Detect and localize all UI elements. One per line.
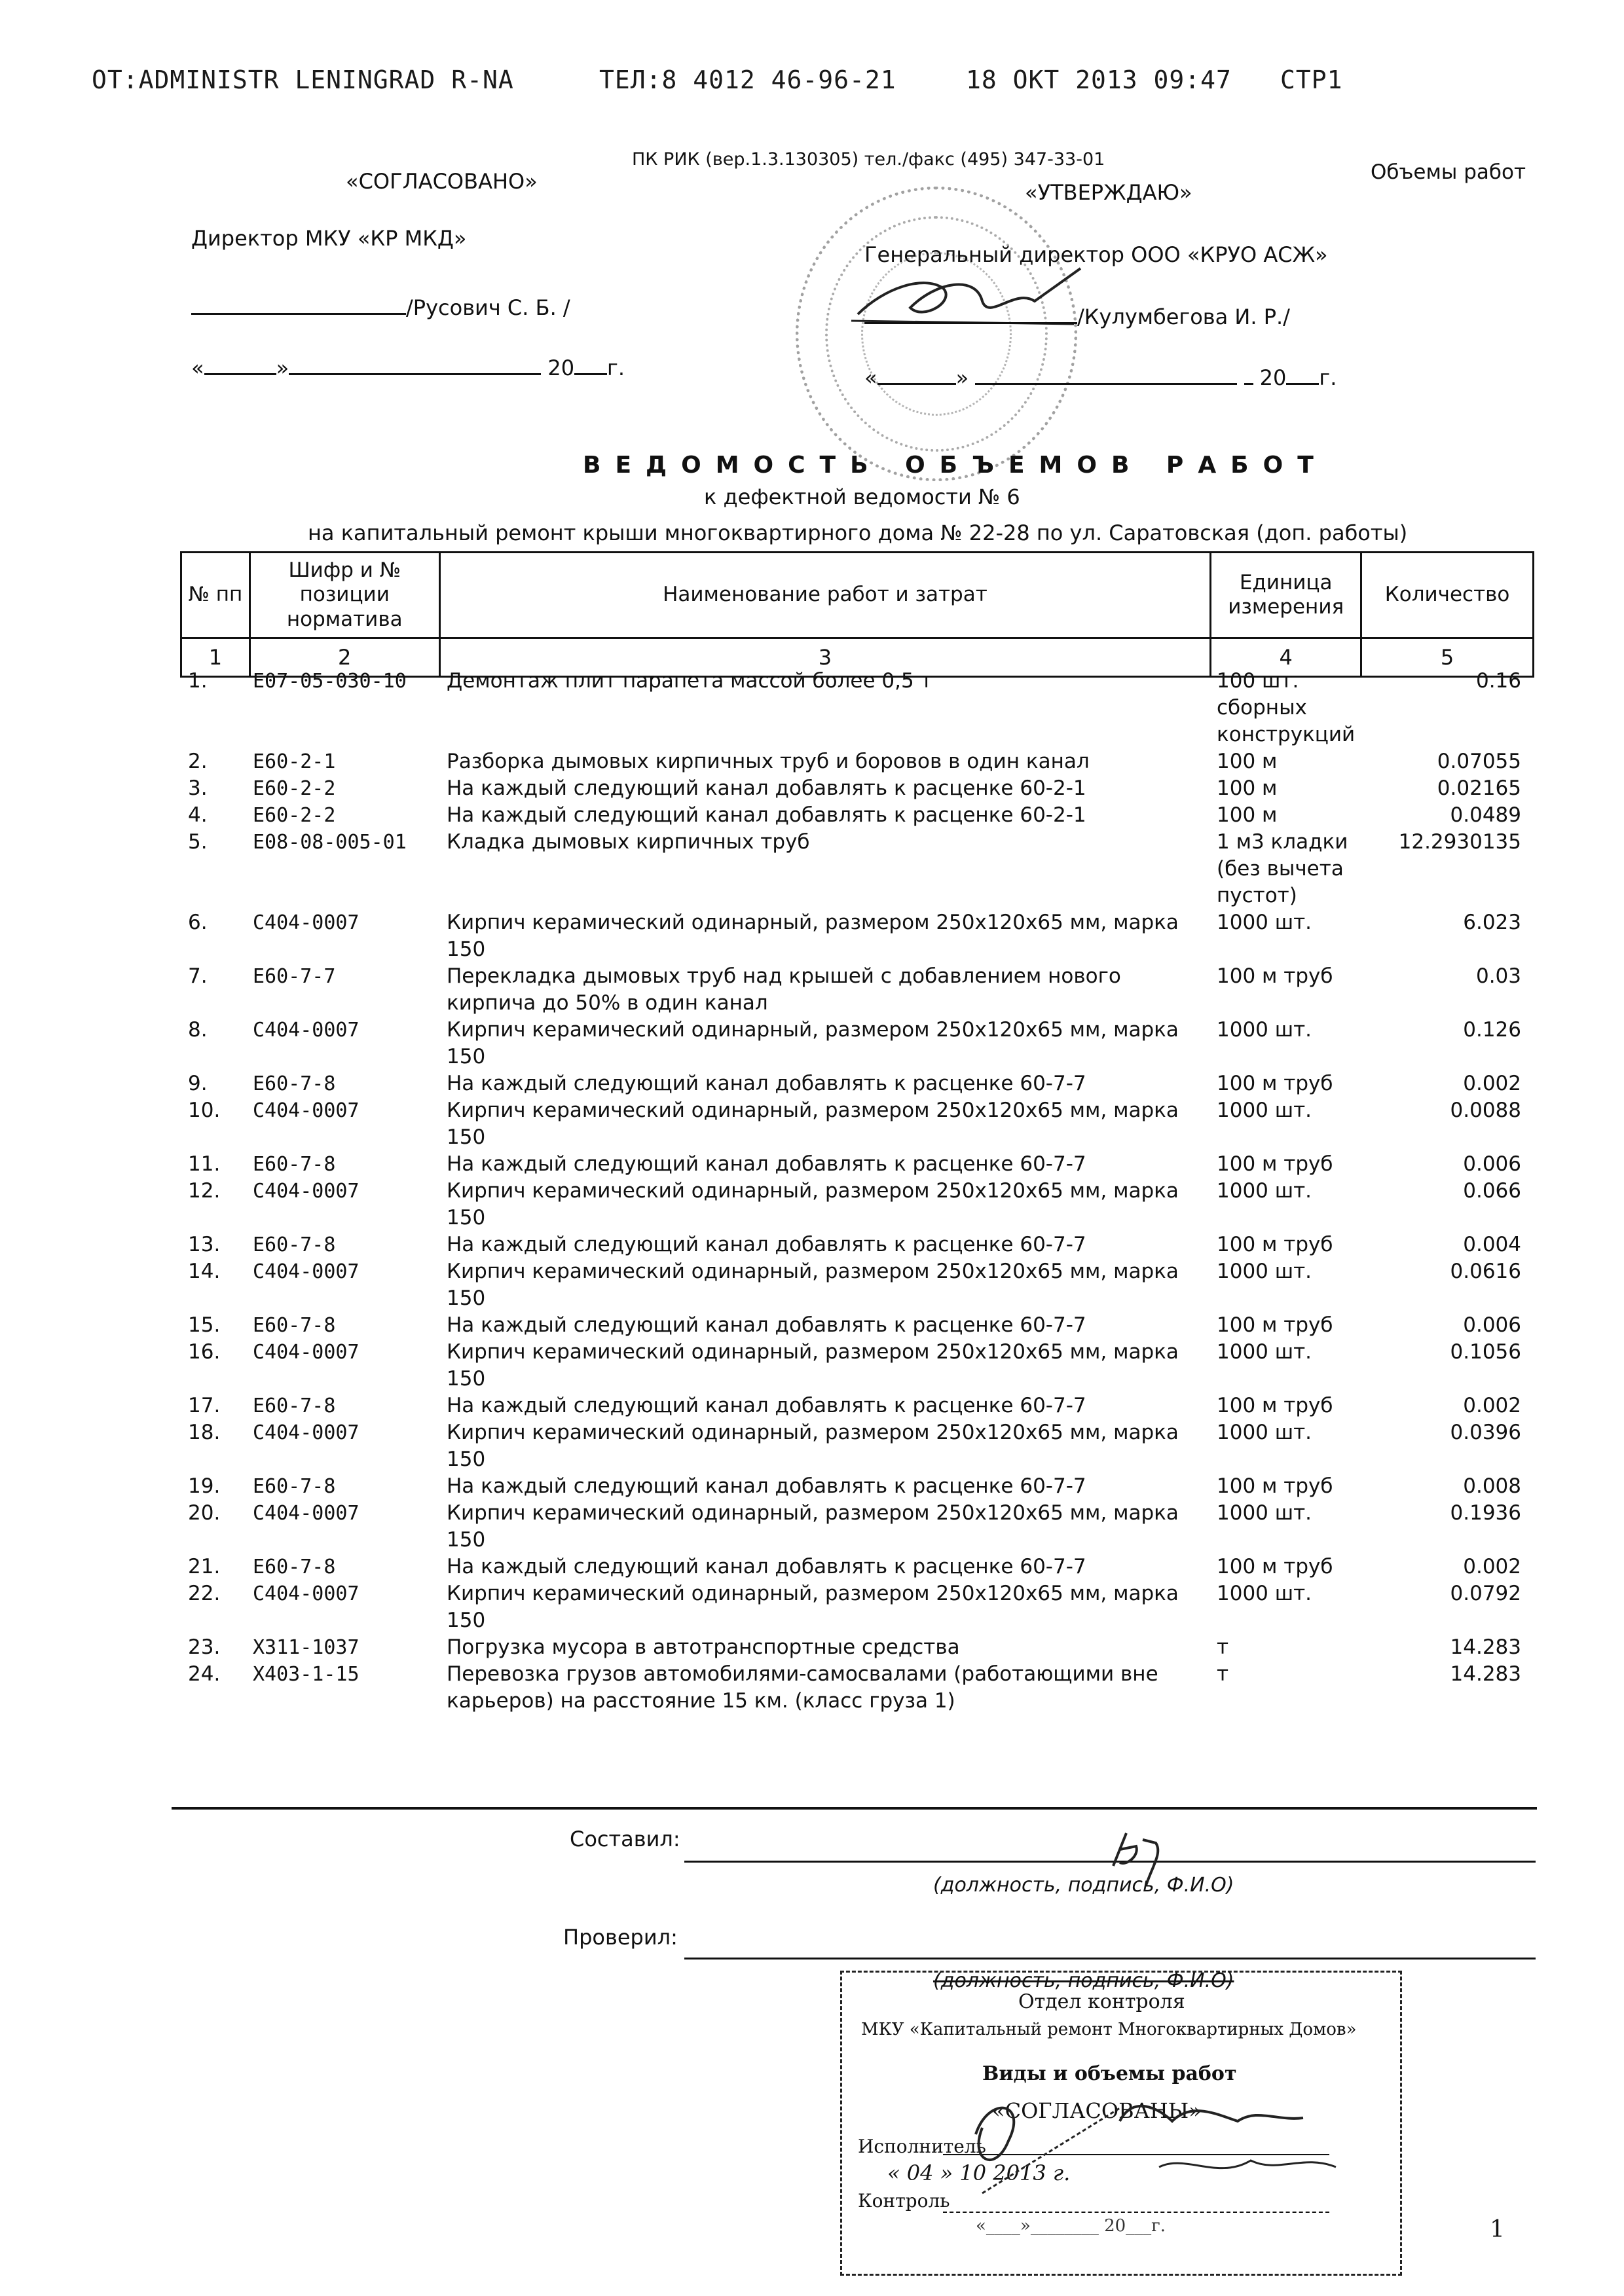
row-code: C404-0007 bbox=[253, 911, 360, 934]
row-quantity: 0.0396 bbox=[1450, 1421, 1521, 1444]
month-blank bbox=[289, 354, 541, 375]
document-object: на капитальный ремонт крыши многоквартирного дома № 22-28 по ул. Саратовская (доп. работы) bbox=[308, 520, 1408, 545]
table-row bbox=[180, 1554, 1534, 1580]
corner-label: Объемы работ bbox=[1371, 160, 1526, 184]
row-number: 10. bbox=[188, 1099, 221, 1122]
row-quantity: 0.16 bbox=[1475, 669, 1521, 693]
row-number: 23. bbox=[188, 1635, 221, 1659]
table-row bbox=[180, 1231, 1534, 1258]
approval-left-name: /Русович С. Б. / bbox=[406, 295, 570, 320]
row-code: C404-0007 bbox=[253, 1019, 360, 1042]
round-seal-stamp bbox=[796, 187, 1077, 481]
document-title: ВЕДОМОСТЬ ОБЪЕМОВ РАБОТ bbox=[583, 452, 1328, 479]
row-quantity: 0.008 bbox=[1463, 1474, 1521, 1498]
row-quantity: 0.002 bbox=[1463, 1555, 1521, 1578]
row-code: E08-08-005-01 bbox=[253, 831, 407, 854]
row-name: На каждый следующий канал добавлять к расценке 60-7-7 bbox=[447, 1072, 1086, 1095]
row-unit: 100 шт. сборных конструкций bbox=[1217, 669, 1356, 746]
control-org: МКУ «Капитальный ремонт Многоквартирных Домов» bbox=[861, 2020, 1357, 2039]
row-quantity: 0.1936 bbox=[1450, 1501, 1521, 1525]
row-quantity: 12.2930135 bbox=[1398, 830, 1521, 854]
quote-close: » bbox=[955, 365, 969, 390]
row-code: E60-7-8 bbox=[253, 1072, 336, 1095]
row-unit: 100 м bbox=[1217, 750, 1278, 773]
software-line: ПК РИК (вер.1.3.130305) тел./факс (495) 347-33-01 bbox=[632, 149, 1105, 170]
table-row bbox=[180, 963, 1534, 1017]
control-date: «____»________ 20___г. bbox=[976, 2216, 1166, 2236]
document-subtitle: к дефектной ведомости № 6 bbox=[704, 484, 1020, 509]
row-quantity: 0.0616 bbox=[1450, 1260, 1521, 1283]
quote-open: « bbox=[191, 355, 204, 380]
table-row bbox=[180, 748, 1534, 775]
signature-blank bbox=[191, 293, 406, 315]
row-unit: 1000 шт. bbox=[1217, 911, 1312, 934]
table-row bbox=[180, 1419, 1534, 1473]
row-quantity: 0.006 bbox=[1463, 1152, 1521, 1176]
row-number: 20. bbox=[188, 1501, 221, 1525]
row-unit: 100 м труб bbox=[1217, 1152, 1333, 1176]
approval-left-position: Директор МКУ «КР МКД» bbox=[191, 226, 467, 251]
header-quantity: Количество bbox=[1361, 553, 1534, 638]
row-number: 9. bbox=[188, 1072, 208, 1095]
row-unit: 100 м труб bbox=[1217, 1233, 1333, 1256]
row-code: E07-05-030-10 bbox=[253, 670, 407, 693]
table-row bbox=[180, 1312, 1534, 1339]
row-unit: 1000 шт. bbox=[1217, 1179, 1312, 1203]
row-unit: 100 м bbox=[1217, 803, 1278, 827]
row-unit: 1000 шт. bbox=[1217, 1582, 1312, 1605]
control-label: Контроль bbox=[858, 2190, 950, 2212]
row-quantity: 0.07055 bbox=[1437, 750, 1521, 773]
row-unit: 100 м bbox=[1217, 776, 1278, 800]
year-prefix: 20 bbox=[1259, 365, 1287, 390]
control-stamp-signatures bbox=[910, 2082, 1369, 2219]
row-code: E60-7-8 bbox=[253, 1153, 336, 1176]
control-signature-line bbox=[943, 2212, 1329, 2213]
row-code: X403-1-15 bbox=[253, 1663, 360, 1686]
row-name: Демонтаж плит парапета массой более 0,5 т bbox=[447, 669, 932, 693]
fax-datetime: 18 OKT 2013 09:47 bbox=[966, 65, 1232, 94]
row-number: 19. bbox=[188, 1474, 221, 1498]
row-code: E60-2-2 bbox=[253, 777, 336, 800]
row-code: E60-7-7 bbox=[253, 965, 336, 988]
row-code: X311-1037 bbox=[253, 1636, 360, 1659]
row-quantity: 14.283 bbox=[1450, 1662, 1521, 1686]
row-code: E60-7-8 bbox=[253, 1314, 336, 1337]
row-unit: 100 м труб bbox=[1217, 964, 1333, 988]
signature-blank bbox=[864, 302, 1077, 324]
row-number: 12. bbox=[188, 1179, 221, 1203]
table-body bbox=[180, 668, 1534, 1715]
row-name: Разборка дымовых кирпичных труб и боровов в один канал bbox=[447, 750, 1090, 773]
row-name: Кладка дымовых кирпичных труб bbox=[447, 830, 810, 854]
approval-right-date bbox=[864, 363, 1337, 390]
row-number: 14. bbox=[188, 1260, 221, 1283]
header-col-index: 1 bbox=[181, 638, 250, 677]
table-row bbox=[180, 775, 1534, 802]
row-unit: 1000 шт. bbox=[1217, 1501, 1312, 1525]
year-blank bbox=[574, 354, 607, 375]
row-name: На каждый следующий канал добавлять к расценке 60-2-1 bbox=[447, 776, 1086, 800]
header-col-index: 5 bbox=[1361, 638, 1534, 677]
compiled-label: Составил: bbox=[570, 1827, 680, 1851]
header-unit: Единица измерения bbox=[1211, 553, 1361, 638]
approval-right-name: /Кулумбегова И. Р./ bbox=[1077, 304, 1290, 329]
row-name: На каждый следующий канал добавлять к расценке 60-7-7 bbox=[447, 1474, 1086, 1498]
row-code: E60-7-8 bbox=[253, 1556, 336, 1578]
row-number: 1. bbox=[188, 669, 208, 693]
row-number: 11. bbox=[188, 1152, 221, 1176]
row-unit: 1000 шт. bbox=[1217, 1018, 1312, 1042]
row-quantity: 0.006 bbox=[1463, 1313, 1521, 1337]
row-number: 4. bbox=[188, 803, 208, 827]
row-number: 6. bbox=[188, 911, 208, 934]
row-name: Кирпич керамический одинарный, размером 250x120x65 мм, марка 150 bbox=[447, 1099, 1179, 1149]
row-name: Кирпич керамический одинарный, размером 250x120x65 мм, марка 150 bbox=[447, 1421, 1179, 1471]
row-number: 22. bbox=[188, 1582, 221, 1605]
row-unit: 100 м труб bbox=[1217, 1555, 1333, 1578]
row-quantity: 0.004 bbox=[1463, 1233, 1521, 1256]
row-name: Кирпич керамический одинарный, размером 250x120x65 мм, марка 150 bbox=[447, 1582, 1179, 1632]
row-name: На каждый следующий канал добавлять к расценке 60-7-7 bbox=[447, 1394, 1086, 1417]
row-number: 15. bbox=[188, 1313, 221, 1337]
row-unit: т bbox=[1217, 1635, 1229, 1659]
header-col-index: 3 bbox=[439, 638, 1211, 677]
control-line1: Виды и объемы работ bbox=[982, 2062, 1237, 2085]
row-number: 16. bbox=[188, 1340, 221, 1364]
row-unit: 100 м труб bbox=[1217, 1072, 1333, 1095]
row-unit: т bbox=[1217, 1662, 1229, 1686]
row-quantity: 0.1056 bbox=[1450, 1340, 1521, 1364]
row-unit: 1000 шт. bbox=[1217, 1421, 1312, 1444]
row-quantity: 0.02165 bbox=[1437, 776, 1521, 800]
month-blank bbox=[975, 363, 1237, 385]
row-quantity: 6.023 bbox=[1463, 911, 1521, 934]
row-code: E60-7-8 bbox=[253, 1394, 336, 1417]
row-name: Кирпич керамический одинарный, размером 250x120x65 мм, марка 150 bbox=[447, 1501, 1179, 1552]
row-unit: 1000 шт. bbox=[1217, 1260, 1312, 1283]
row-quantity: 0.066 bbox=[1463, 1179, 1521, 1203]
row-number: 2. bbox=[188, 750, 208, 773]
row-unit: 1000 шт. bbox=[1217, 1099, 1312, 1122]
checked-label: Проверил: bbox=[563, 1925, 678, 1950]
table-row bbox=[180, 1258, 1534, 1312]
row-name: На каждый следующий канал добавлять к расценке 60-7-7 bbox=[447, 1152, 1086, 1176]
compiled-hint: (должность, подпись, Ф.И.О) bbox=[933, 1874, 1234, 1897]
row-number: 24. bbox=[188, 1662, 221, 1686]
row-name: Кирпич керамический одинарный, размером 250x120x65 мм, марка 150 bbox=[447, 1260, 1179, 1310]
row-number: 8. bbox=[188, 1018, 208, 1042]
year-suffix: г. bbox=[1319, 365, 1337, 390]
year-suffix: г. bbox=[607, 355, 625, 380]
row-quantity: 0.126 bbox=[1463, 1018, 1521, 1042]
row-name: На каждый следующий канал добавлять к расценке 60-7-7 bbox=[447, 1555, 1086, 1578]
row-number: 5. bbox=[188, 830, 208, 854]
row-quantity: 14.283 bbox=[1450, 1635, 1521, 1659]
table-header bbox=[180, 551, 1534, 678]
dash-blank bbox=[1244, 363, 1253, 385]
executor-label: Исполнитель bbox=[858, 2136, 986, 2157]
control-line2: «СОГЛАСОВАНЫ» bbox=[992, 2098, 1202, 2123]
table-row bbox=[180, 1500, 1534, 1554]
table-row bbox=[180, 1178, 1534, 1231]
table-row bbox=[180, 1661, 1534, 1715]
fax-page: СТР1 bbox=[1280, 65, 1343, 94]
checked-signature-line bbox=[684, 1958, 1536, 1959]
table-row bbox=[180, 1634, 1534, 1661]
row-code: C404-0007 bbox=[253, 1099, 360, 1122]
row-quantity: 0.0088 bbox=[1450, 1099, 1521, 1122]
year-prefix: 20 bbox=[547, 355, 575, 380]
row-unit: 100 м труб bbox=[1217, 1474, 1333, 1498]
header-number: № пп bbox=[181, 553, 250, 638]
row-unit: 1 м3 кладки (без вычета пустот) bbox=[1217, 830, 1348, 907]
row-name: На каждый следующий канал добавлять к расценке 60-7-7 bbox=[447, 1233, 1086, 1256]
row-name: Кирпич керамический одинарный, размером 250x120x65 мм, марка 150 bbox=[447, 1018, 1179, 1068]
row-quantity: 0.0489 bbox=[1450, 803, 1521, 827]
row-name: На каждый следующий канал добавлять к расценке 60-7-7 bbox=[447, 1313, 1086, 1337]
row-name: Кирпич керамический одинарный, размером 250x120x65 мм, марка 150 bbox=[447, 1340, 1179, 1391]
row-quantity: 0.03 bbox=[1475, 964, 1521, 988]
table-row bbox=[180, 802, 1534, 829]
table-row bbox=[180, 668, 1534, 748]
table-row bbox=[180, 1070, 1534, 1097]
row-code: C404-0007 bbox=[253, 1582, 360, 1605]
checked-hint: (должность, подпись, Ф.И.О) bbox=[933, 1969, 1234, 1992]
row-quantity: 0.0792 bbox=[1450, 1582, 1521, 1605]
approval-right-signature-line bbox=[864, 302, 1290, 329]
row-number: 3. bbox=[188, 776, 208, 800]
row-quantity: 0.002 bbox=[1463, 1394, 1521, 1417]
row-name: Кирпич керамический одинарный, размером 250x120x65 мм, марка 150 bbox=[447, 1179, 1179, 1230]
row-code: E60-7-8 bbox=[253, 1233, 336, 1256]
quote-open: « bbox=[864, 365, 877, 390]
approval-left-title: «СОГЛАСОВАНО» bbox=[346, 169, 538, 194]
day-blank bbox=[877, 363, 956, 385]
page-number: 1 bbox=[1490, 2216, 1505, 2243]
row-code: C404-0007 bbox=[253, 1421, 360, 1444]
executor-date: « 04 » 10 2013 г. bbox=[887, 2160, 1071, 2185]
day-blank bbox=[204, 354, 276, 375]
approval-left-date bbox=[191, 354, 625, 380]
table-row bbox=[180, 1097, 1534, 1151]
header-col-index: 4 bbox=[1211, 638, 1361, 677]
row-number: 13. bbox=[188, 1233, 221, 1256]
year-blank bbox=[1286, 363, 1319, 385]
row-name: Перевозка грузов автомобилями-самосвалами (работающими вне карьеров) на расстояние 15 км. (класс груза 1) bbox=[447, 1662, 1158, 1713]
row-number: 17. bbox=[188, 1394, 221, 1417]
row-code: C404-0007 bbox=[253, 1341, 360, 1364]
row-unit: 100 м труб bbox=[1217, 1394, 1333, 1417]
header-col-index: 2 bbox=[249, 638, 439, 677]
row-unit: 100 м труб bbox=[1217, 1313, 1333, 1337]
row-code: E60-2-2 bbox=[253, 804, 336, 827]
table-row bbox=[180, 1473, 1534, 1500]
table-row bbox=[180, 1580, 1534, 1634]
table-bottom-rule bbox=[172, 1807, 1537, 1810]
row-name: Кирпич керамический одинарный, размером 250x120x65 мм, марка 150 bbox=[447, 911, 1179, 961]
table-row bbox=[180, 1339, 1534, 1393]
approval-right-title: «УТВЕРЖДАЮ» bbox=[1025, 180, 1192, 205]
quote-close: » bbox=[276, 355, 289, 380]
row-quantity: 0.002 bbox=[1463, 1072, 1521, 1095]
row-code: C404-0007 bbox=[253, 1180, 360, 1203]
fax-phone: ТЕЛ:8 4012 46-96-21 bbox=[599, 65, 896, 94]
row-name: На каждый следующий канал добавлять к расценке 60-2-1 bbox=[447, 803, 1086, 827]
fax-sender: OT:ADMINISTR LENINGRAD R-NA bbox=[92, 65, 514, 94]
row-number: 18. bbox=[188, 1421, 221, 1444]
row-code: C404-0007 bbox=[253, 1502, 360, 1525]
table-row bbox=[180, 909, 1534, 963]
approval-right-position: Генеральный директор ООО «КРУО АСЖ» bbox=[864, 242, 1328, 267]
table-row bbox=[180, 1017, 1534, 1070]
row-name: Перекладка дымовых труб над крышей с добавлением нового кирпича до 50% в один канал bbox=[447, 964, 1121, 1015]
table-row bbox=[180, 829, 1534, 909]
approval-left-signature-line bbox=[191, 293, 570, 320]
row-name: Погрузка мусора в автотранспортные средства bbox=[447, 1635, 960, 1659]
control-dept: Отдел контроля bbox=[1018, 1990, 1185, 2013]
header-name: Наименование работ и затрат bbox=[439, 553, 1211, 638]
row-unit: 1000 шт. bbox=[1217, 1340, 1312, 1364]
table-row bbox=[180, 1393, 1534, 1419]
row-number: 7. bbox=[188, 964, 208, 988]
row-code: E60-7-8 bbox=[253, 1475, 336, 1498]
row-code: E60-2-1 bbox=[253, 750, 336, 773]
header-code: Шифр и № позиции норматива bbox=[249, 553, 439, 638]
row-code: C404-0007 bbox=[253, 1260, 360, 1283]
table-row bbox=[180, 1151, 1534, 1178]
row-number: 21. bbox=[188, 1555, 221, 1578]
